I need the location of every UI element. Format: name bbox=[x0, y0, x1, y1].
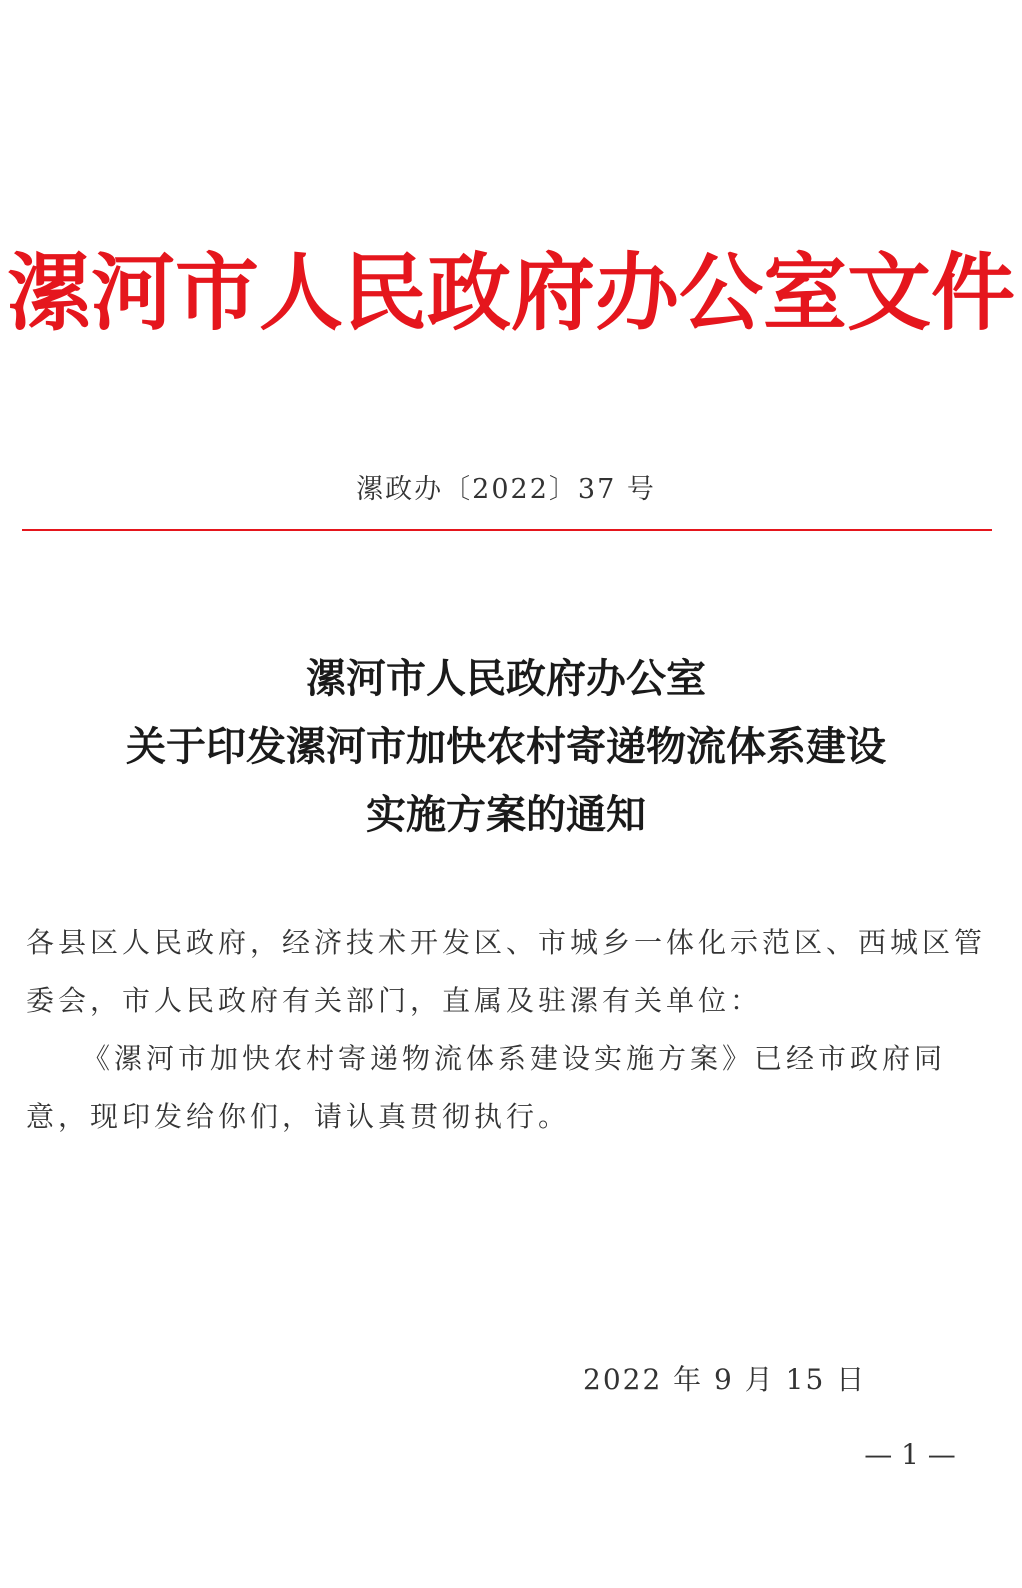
body-paragraph: 《漯河市加快农村寄递物流体系建设实施方案》已经市政府同意，现印发给你们，请认真贯彻执行。 bbox=[26, 1042, 947, 1133]
document-title bbox=[0, 645, 1012, 849]
red-divider-line bbox=[22, 529, 992, 531]
document-body bbox=[26, 914, 988, 1146]
title-line-2: 关于印发漯河市加快农村寄递物流体系建设 bbox=[126, 723, 886, 770]
masthead-title: 漯河市人民政府办公室文件 bbox=[6, 243, 1015, 342]
title-line-3: 实施方案的通知 bbox=[366, 791, 646, 838]
document-number: 漯政办〔2022〕37 号 bbox=[356, 474, 656, 505]
title-line-1: 漯河市人民政府办公室 bbox=[306, 655, 706, 702]
page-number: — 1 — bbox=[864, 1438, 956, 1471]
recipients-paragraph: 各县区人民政府，经济技术开发区、市城乡一体化示范区、西城区管委会，市人民政府有关部门，直属及驻漯有关单位： bbox=[26, 926, 987, 1017]
issue-date: 2022 年 9 月 15 日 bbox=[583, 1363, 867, 1396]
